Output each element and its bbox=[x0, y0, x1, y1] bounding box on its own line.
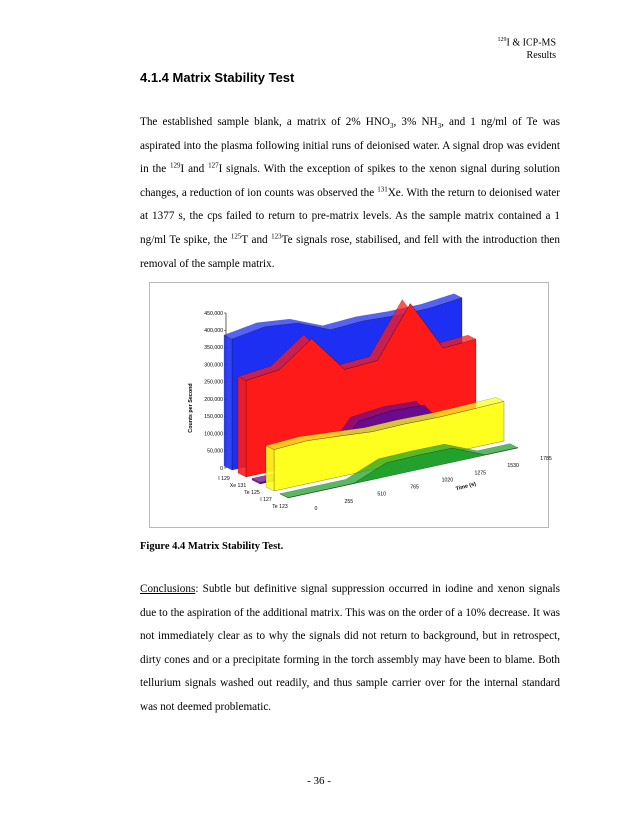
section-title: 4.1.4 Matrix Stability Test bbox=[140, 70, 295, 85]
y-tick-label: 250,000 bbox=[204, 379, 223, 386]
y-axis-title: Counts per Second bbox=[188, 383, 194, 433]
x-axis-title: Time (s) bbox=[455, 481, 477, 493]
x-tick-label: 1530 bbox=[507, 463, 519, 470]
conclusions-text: : Subtle but definitive signal suppression occurred in iodine and xenon signals due to the aspiration of the additional matrix. This was on the order of a 10% decrease. It was not immediately clear as to why the signals did not return to background, but in retrospect, dirty cones and or a precipitate forming in the torch assembly may have been to blame. Both tellurium signals washed out readily, and thus sample carrier over for the internal standard was not deemed problematic. bbox=[140, 583, 560, 713]
para1-text-3: , and 1 ng/ml of Te was aspirated into the plasma following initial runs of deionised water. A signal drop was evident in the bbox=[140, 116, 560, 176]
series-side-face bbox=[224, 335, 232, 470]
chart-figure bbox=[149, 282, 552, 528]
y-tick-label: 350,000 bbox=[204, 345, 223, 352]
para1-sup-1: 129 bbox=[170, 161, 181, 170]
para1-text-1: The established sample blank, a matrix of 2% HNO bbox=[140, 116, 391, 128]
header-isotope-sup: 129 bbox=[497, 37, 507, 43]
series-label: Te 125 bbox=[244, 490, 260, 496]
figure-caption: Figure 4.4 Matrix Stability Test. bbox=[140, 541, 284, 552]
y-tick-label: 450,000 bbox=[204, 310, 223, 317]
header-line1-text: I & ICP-MS bbox=[506, 37, 556, 49]
y-tick-label: 400,000 bbox=[204, 328, 223, 335]
para1-text-6: Xe. With the return to deionised water at 1377 s, the cps failed to return to pre-matrix levels. As the sample matrix contained a 1 ng/ml Te spike, the bbox=[140, 186, 560, 246]
x-tick-label: 510 bbox=[377, 491, 387, 498]
x-tick-label: 1020 bbox=[441, 477, 454, 484]
series-label: I 127 bbox=[260, 497, 272, 503]
y-tick-label: 0 bbox=[220, 465, 223, 472]
header-line2: Results bbox=[526, 50, 556, 62]
x-tick-label: 1785 bbox=[540, 456, 552, 462]
y-tick-label: 300,000 bbox=[204, 362, 223, 369]
para1-text-2: , 3% NH bbox=[393, 116, 438, 128]
axes-layer bbox=[188, 311, 226, 472]
series-label: Te 123 bbox=[272, 504, 288, 510]
series-label: Xe 131 bbox=[229, 483, 247, 489]
series-layer bbox=[224, 294, 518, 498]
conclusions-paragraph bbox=[140, 578, 560, 720]
para1-sub-2: 3 bbox=[437, 122, 442, 131]
conclusions-label: Conclusions bbox=[140, 583, 196, 595]
para1-text-8: Te signals rose, stabilised, and fell with the introduction then removal of the sample matrix. bbox=[140, 233, 560, 270]
y-tick-label: 200,000 bbox=[204, 396, 223, 403]
page-number: - 36 - bbox=[307, 775, 331, 787]
y-tick-label: 50,000 bbox=[207, 448, 223, 455]
para1-sub-1: 3 bbox=[390, 122, 394, 131]
running-header bbox=[498, 34, 556, 62]
para1-sup-2: 127 bbox=[208, 161, 219, 170]
para1-text-4: I and bbox=[180, 163, 209, 176]
para1-sup-3: 131 bbox=[377, 185, 388, 194]
x-tick-label: 0 bbox=[314, 506, 318, 512]
x-tick-label: 765 bbox=[410, 484, 419, 491]
x-tick-label: 255 bbox=[344, 498, 354, 505]
series-side-face bbox=[266, 446, 274, 491]
x-tick-label: 1275 bbox=[474, 470, 487, 477]
para1-sup-5: 123 bbox=[271, 232, 282, 241]
para1-sup-4: 125 bbox=[230, 232, 242, 241]
y-tick-label: 100,000 bbox=[204, 431, 223, 438]
intro-paragraph bbox=[140, 111, 560, 276]
ribbon-chart bbox=[150, 283, 552, 527]
series-side-face bbox=[238, 377, 246, 477]
para1-text-5: I signals. With the exception of spikes to the xenon signal during solution changes, a reduction of ion counts was observed the bbox=[140, 163, 560, 199]
para1-text-7: T and bbox=[241, 233, 272, 246]
running-header-line1 bbox=[498, 34, 556, 49]
y-tick-label: 150,000 bbox=[204, 414, 223, 421]
series-label: I 129 bbox=[218, 476, 230, 482]
